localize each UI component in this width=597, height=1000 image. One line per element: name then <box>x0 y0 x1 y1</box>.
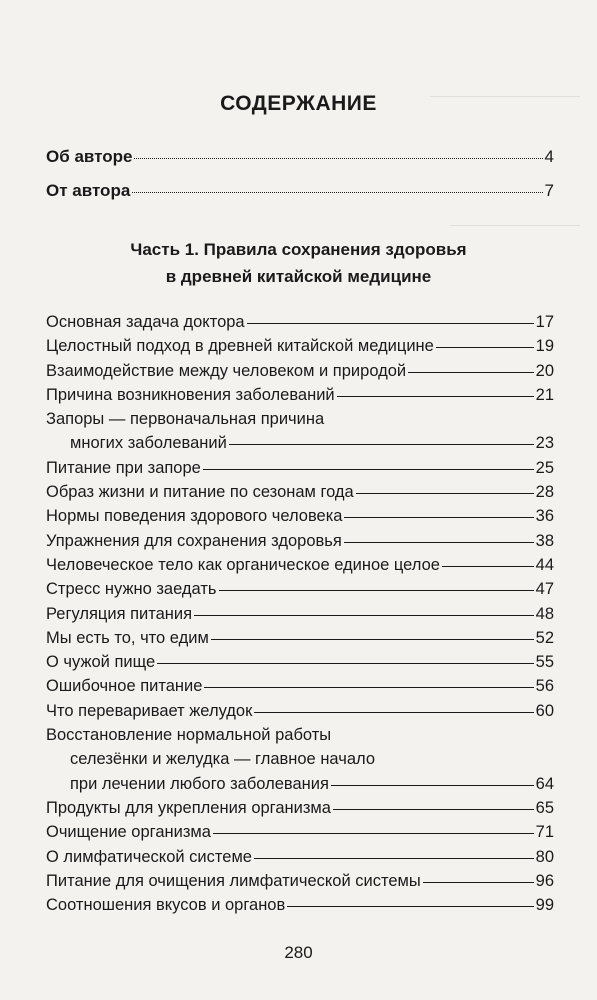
toc-entry-page: 96 <box>535 871 554 890</box>
leader-line <box>442 566 534 567</box>
toc-entry[interactable] <box>46 383 554 407</box>
toc-entry-page: 65 <box>535 798 554 817</box>
toc-entry[interactable] <box>46 796 554 820</box>
leader-line <box>157 663 533 664</box>
toc-entry-page: 17 <box>535 313 554 331</box>
part-heading-line: Часть 1. Правила сохранения здоровья <box>130 240 467 259</box>
leader-line <box>287 906 533 907</box>
toc-entry-title: при лечении любого заболевания <box>70 774 329 793</box>
toc-entry-title: Регуляция питания <box>46 604 193 623</box>
toc-entry[interactable] <box>46 845 554 869</box>
toc-entry-title: Соотношения вкусов и органов <box>46 896 286 915</box>
leader-line <box>203 469 534 470</box>
toc-entry[interactable] <box>46 407 554 456</box>
toc-entry-title: Питание при запоре <box>46 458 201 477</box>
toc-entry[interactable] <box>46 699 554 723</box>
toc-entry-title: Причина возникновения заболеваний <box>46 385 335 404</box>
leader-line <box>194 615 534 616</box>
toc-entry[interactable] <box>46 334 554 358</box>
toc-entry-title: От автора <box>46 181 131 200</box>
toc-entry[interactable] <box>46 480 554 504</box>
toc-entry-page: 55 <box>535 653 554 672</box>
toc-entry[interactable] <box>46 723 554 796</box>
toc-entry[interactable] <box>46 820 554 844</box>
toc-entry[interactable] <box>46 650 554 674</box>
toc-entry-page: 64 <box>535 774 554 793</box>
toc-entry-page: 21 <box>535 385 554 404</box>
toc-entry[interactable] <box>46 869 554 893</box>
leader-line <box>219 590 534 591</box>
toc-entry[interactable] <box>46 504 554 528</box>
leader-line <box>423 882 534 883</box>
toc-entry[interactable] <box>46 626 554 650</box>
toc-entry-title: Очищение организма <box>46 823 211 842</box>
toc-entry[interactable] <box>46 893 554 917</box>
part-heading <box>0 236 597 290</box>
toc-entry-title: Стресс нужно заедать <box>46 580 217 599</box>
toc-entry-page: 36 <box>535 507 554 526</box>
toc-entry-title: Упражнения для сохранения здоровья <box>46 531 342 550</box>
toc-entry-list <box>46 310 554 917</box>
toc-entry-page: 19 <box>535 337 554 356</box>
toc-entry-page: 25 <box>535 458 554 477</box>
toc-entry-page: 4 <box>544 147 554 166</box>
toc-entry-page: 20 <box>535 361 554 380</box>
leader-line <box>333 809 534 810</box>
toc-entry-page: 48 <box>535 604 554 623</box>
toc-entry-title-line: Восстановление нормальной работы <box>46 726 332 745</box>
toc-entry-page: 7 <box>544 181 554 200</box>
leader-line <box>254 858 534 859</box>
leader-line <box>247 323 534 324</box>
toc-entry-page: 23 <box>535 434 554 453</box>
leader-line <box>254 712 533 713</box>
leader-line <box>204 687 533 688</box>
toc-entry-title: Что переваривает желудок <box>46 701 253 720</box>
part-heading-line: в древней китайской медицине <box>165 267 432 286</box>
toc-entry-page: 80 <box>535 847 554 866</box>
toc-entry-title-line: селезёнки и желудка — главное начало <box>70 750 376 769</box>
toc-entry[interactable] <box>46 456 554 480</box>
leader-line <box>344 517 533 518</box>
toc-entry-page: 56 <box>535 677 554 696</box>
toc-entry-page: 47 <box>535 580 554 599</box>
toc-entry-title: Об авторе <box>46 147 133 166</box>
toc-entry-title: Целостный подход в древней китайской медицине <box>46 337 434 356</box>
toc-entry[interactable] <box>46 602 554 626</box>
toc-entry[interactable] <box>46 310 554 334</box>
toc-entry-title: Нормы поведения здорового человека <box>46 507 343 526</box>
toc-entry-title-line: Запоры — первоначальная причина <box>46 410 325 429</box>
toc-entry-title: Ошибочное питание <box>46 677 203 696</box>
toc-entry[interactable] <box>46 674 554 698</box>
toc-entry-title: Взаимодействие между человеком и природой <box>46 361 407 380</box>
leader-line <box>408 372 533 373</box>
page-number: 280 <box>284 943 313 962</box>
leader-line <box>229 444 534 445</box>
toc-entry-title: Человеческое тело как органическое единое целое <box>46 555 440 574</box>
toc-entry-page: 99 <box>535 896 554 915</box>
toc-entry-title: Основная задача доктора <box>46 313 245 331</box>
leader-line <box>331 785 534 786</box>
leader-line <box>211 639 534 640</box>
toc-entry-about-author[interactable] <box>46 147 554 167</box>
toc-entry[interactable] <box>46 553 554 577</box>
toc-entry-from-author[interactable] <box>46 181 554 201</box>
toc-entry-title: многих заболеваний <box>70 434 227 453</box>
toc-entry-title: О чужой пище <box>46 653 156 672</box>
toc-entry-title: Мы есть то, что едим <box>46 628 209 647</box>
dot-leader <box>132 192 542 193</box>
toc-entry-title: Питание для очищения лимфатической системы <box>46 871 421 890</box>
toc-entry-page: 44 <box>535 555 554 574</box>
toc-entry-title: Продукты для укрепления организма <box>46 798 331 817</box>
toc-title: СОДЕРЖАНИЕ <box>220 92 377 115</box>
leader-line <box>356 493 534 494</box>
toc-entry-page: 60 <box>535 701 554 720</box>
leader-line <box>337 396 534 397</box>
toc-entry[interactable] <box>46 529 554 553</box>
leader-line <box>213 833 534 834</box>
leader-line <box>436 347 534 348</box>
toc-entry-page: 71 <box>535 823 554 842</box>
toc-entry-title: Образ жизни и питание по сезонам года <box>46 483 354 502</box>
toc-entry[interactable] <box>46 359 554 383</box>
dot-leader <box>134 158 542 159</box>
toc-entry-title: О лимфатической системе <box>46 847 252 866</box>
toc-entry[interactable] <box>46 577 554 601</box>
toc-entry-page: 52 <box>535 628 554 647</box>
leader-line <box>344 542 534 543</box>
toc-entry-page: 38 <box>535 531 554 550</box>
toc-entry-page: 28 <box>535 483 554 502</box>
